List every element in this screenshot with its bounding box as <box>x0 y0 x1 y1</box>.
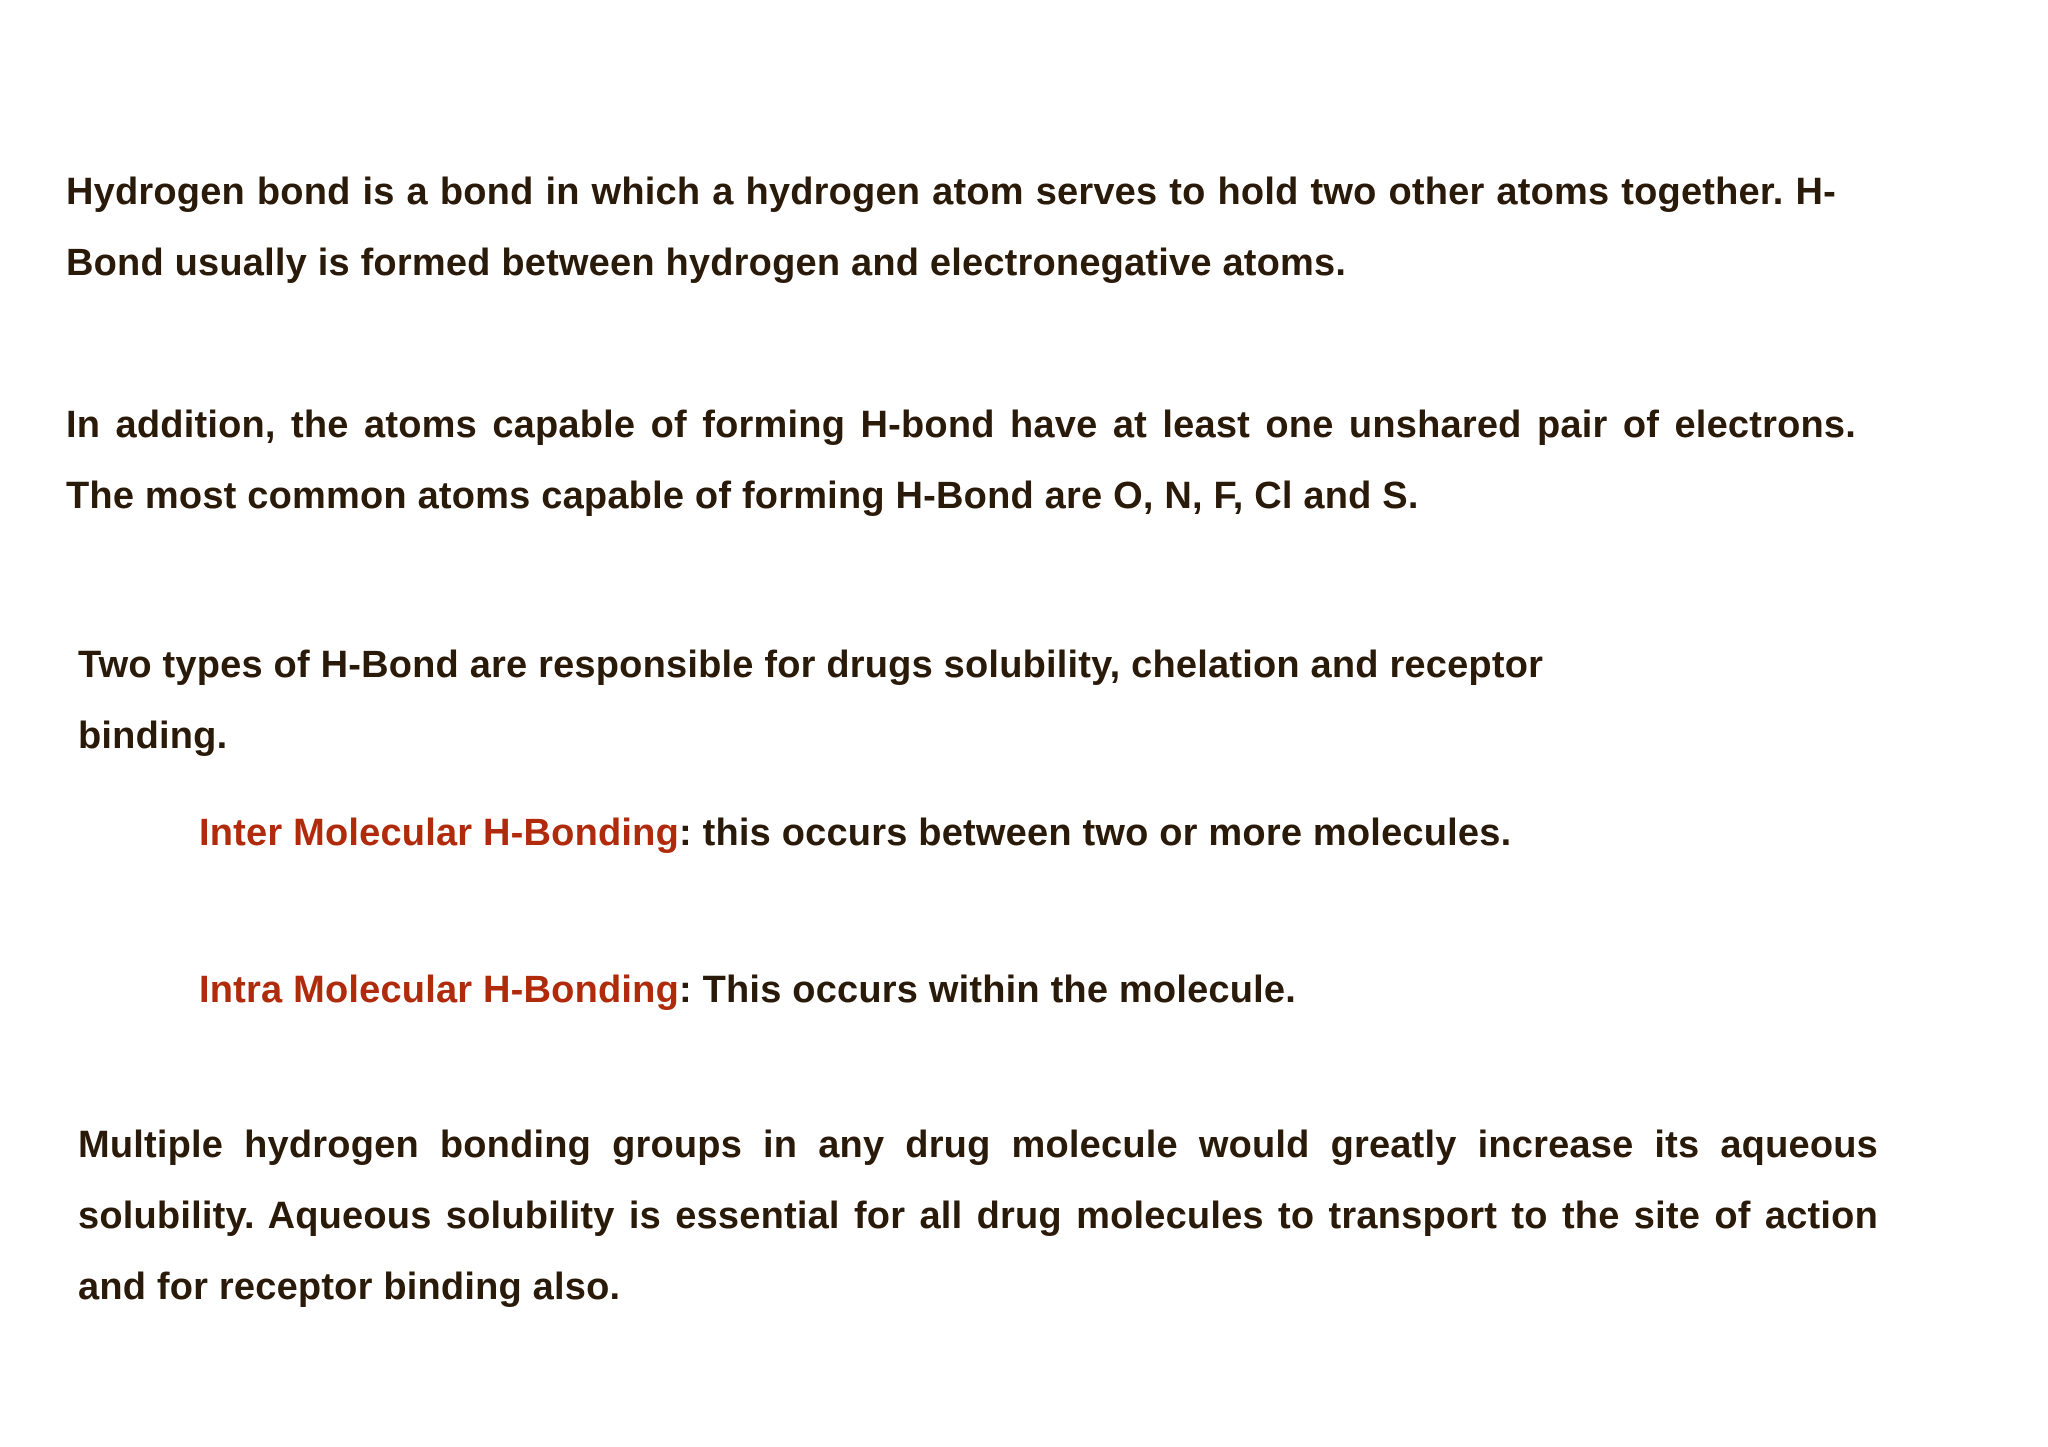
intra-molecular-item <box>199 955 1899 1026</box>
types-intro-paragraph: Two types of H-Bond are responsible for drugs solubility, chelation and receptor binding. <box>78 644 1544 757</box>
intra-molecular-term: Intra Molecular H-Bonding <box>199 969 679 1011</box>
inter-molecular-description: : this occurs between two or more molecules. <box>679 812 1512 854</box>
atoms-paragraph: In addition, the atoms capable of forming H-bond have at least one unshared pair of electrons. The most common atoms capable of forming H-Bond are O, N, F, Cl and S. <box>66 404 1856 517</box>
definition-paragraph: Hydrogen bond is a bond in which a hydrogen atom serves to hold two other atoms together. H-Bond usually is formed between hydrogen and electronegative atoms. <box>66 171 1836 284</box>
intra-molecular-description: : This occurs within the molecule. <box>679 969 1297 1011</box>
solubility-paragraph: Multiple hydrogen bonding groups in any drug molecule would greatly increase its aqueous solubility. Aqueous solubility is essential for all drug molecules to transport to the site of action and for receptor binding also. <box>78 1124 1878 1308</box>
inter-molecular-item <box>199 798 1899 869</box>
inter-molecular-term: Inter Molecular H-Bonding <box>199 812 679 854</box>
